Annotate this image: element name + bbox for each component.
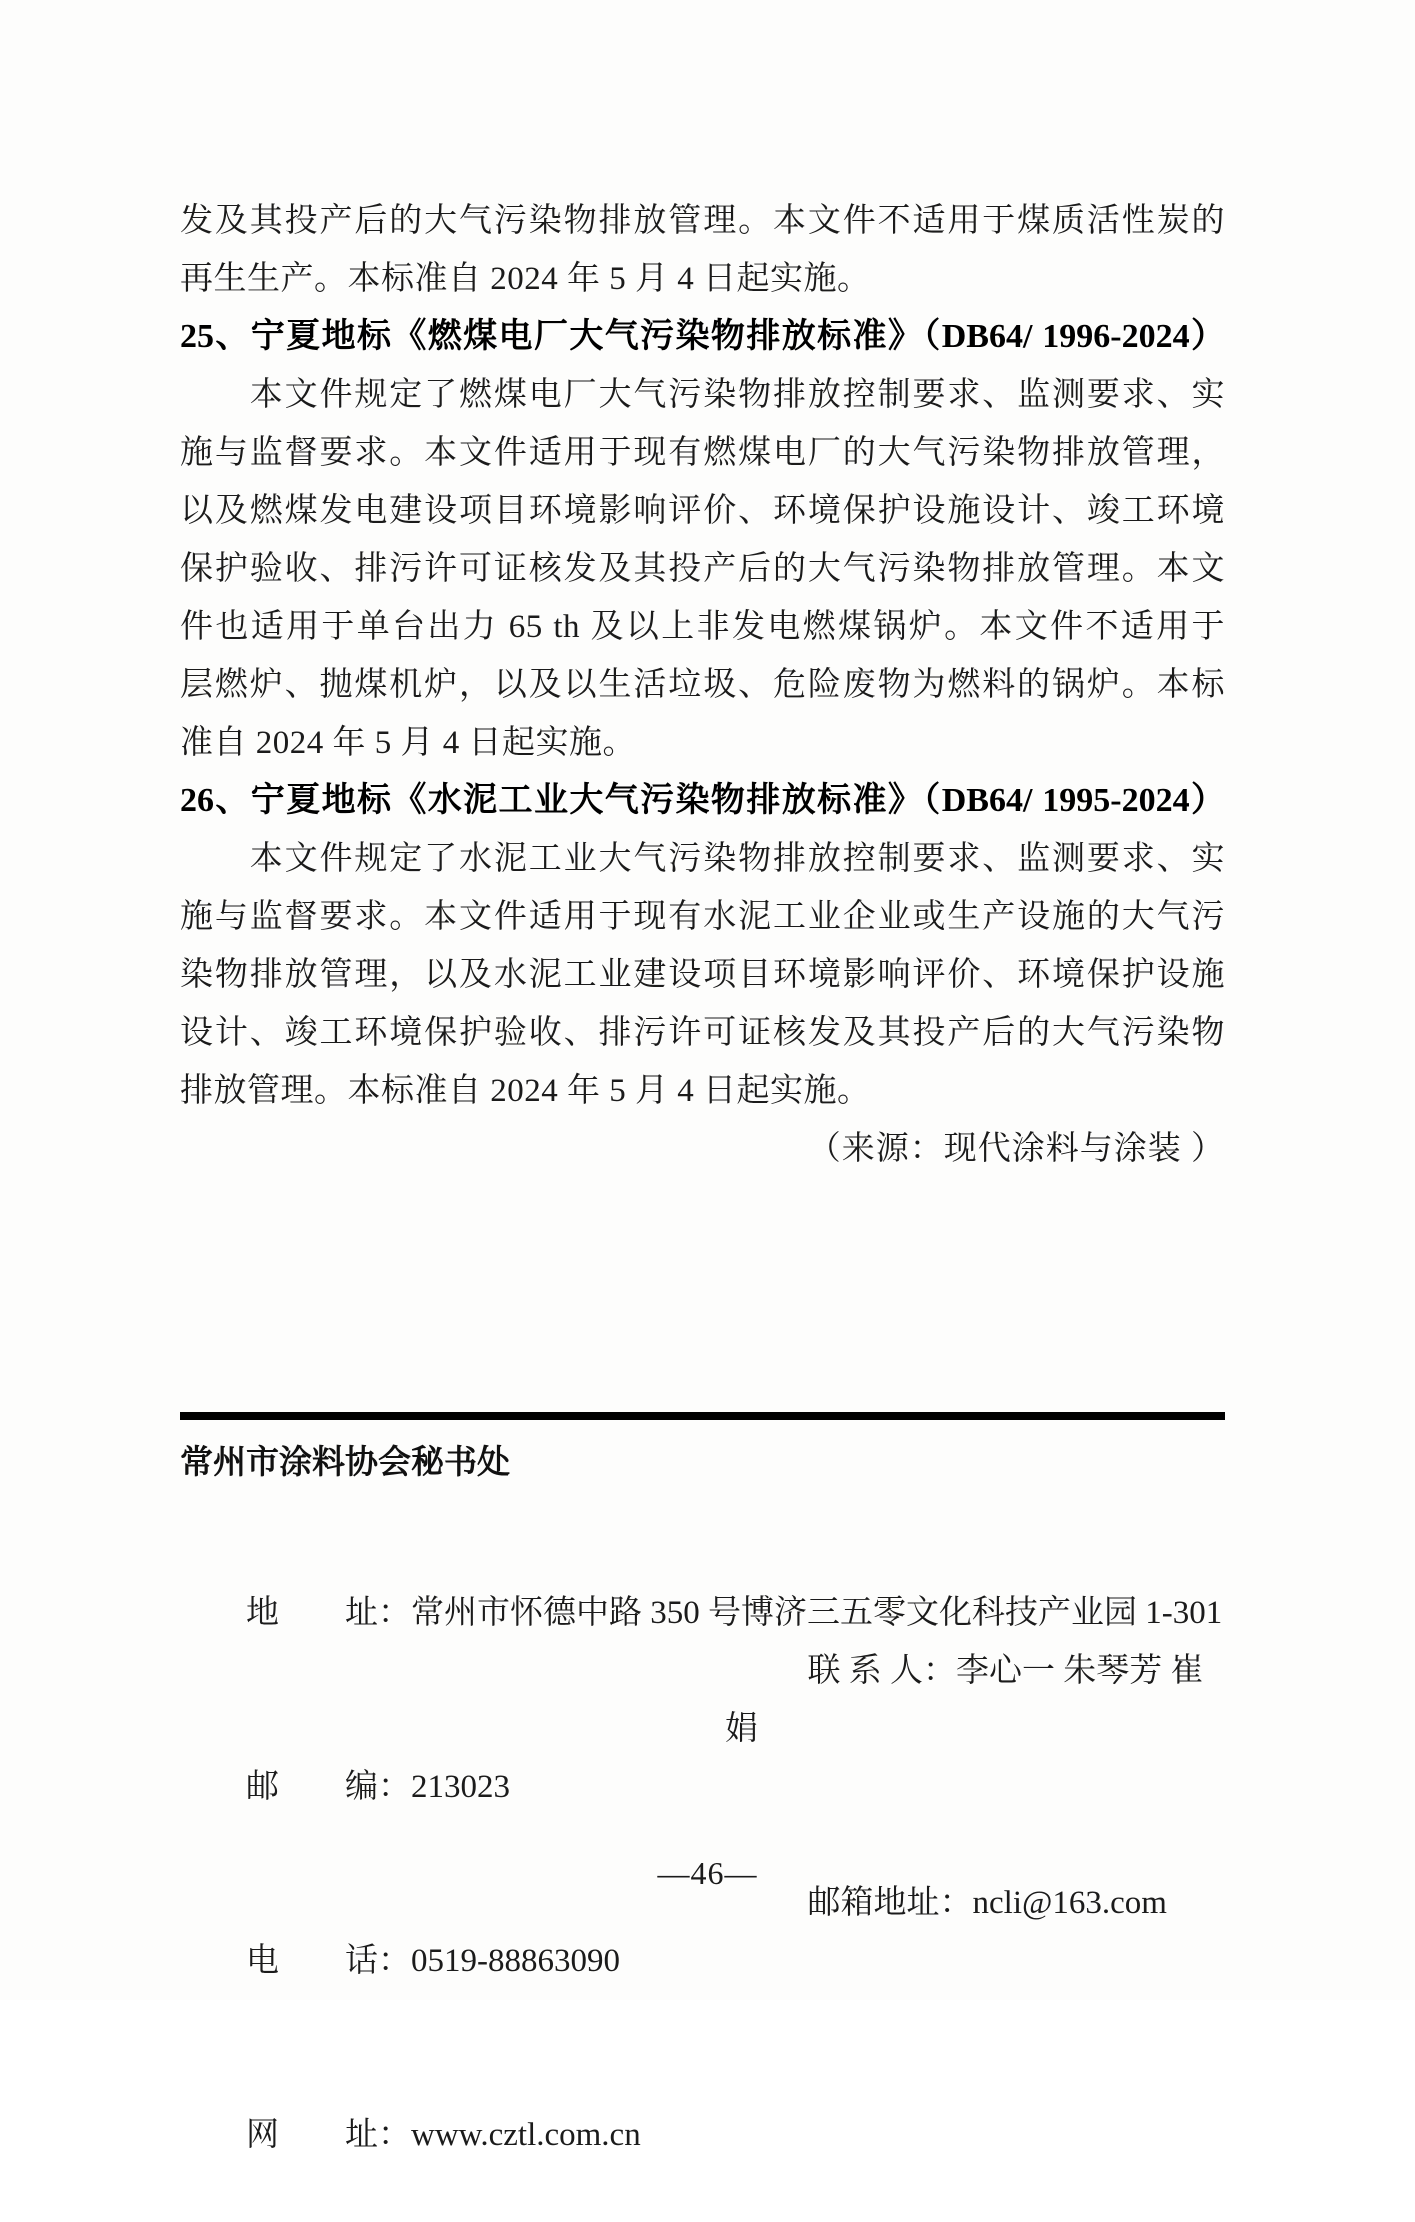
continued-paragraph [180,192,1225,308]
text-line: 本文件规定了燃煤电厂大气污染物排放控制要求、监测要求、实 [180,377,1225,413]
text-line: 本文件规定了水泥工业大气污染物排放控制要求、监测要求、实 [180,841,1225,877]
item-25-heading: 25、宁夏地标《燃煤电厂大气污染物排放标准》（DB64/ 1996-2024） [180,318,1225,355]
footer-org-name: 常州市涂料协会秘书处 [180,1443,510,1480]
text-line: 层燃炉、抛煤机炉，以及以生活垃圾、危险废物为燃料的锅炉。本标 [180,667,1225,703]
text-line: 排放管理。本标准自 2024 年 5 月 4 日起实施。 [180,1073,871,1109]
item-25-paragraph [180,366,1225,772]
email-value: ncli@163.com [972,1885,1167,1921]
item-26-heading: 26、宁夏地标《水泥工业大气污染物排放标准》（DB64/ 1995-2024） [180,782,1225,819]
page-number: —46— [657,1855,758,1891]
page-footer [180,1412,1225,2222]
item-26-paragraph [180,830,1225,1120]
text-line: 发及其投产后的大气污染物排放管理。本文件不适用于煤质活性炭的 [180,203,1225,239]
text-line: 设计、竣工环境保护验收、排污许可证核发及其投产后的大气污染物 [180,1015,1225,1051]
contact-row-website [180,2048,1225,2222]
postcode-value: 213023 [411,1769,510,1805]
postcode-label: 邮 编： [246,1769,411,1805]
address-value: 常州市怀德中路 350 号博济三五零文化科技产业园 1-301 [411,1595,1223,1631]
contact-right-column [725,1584,1225,1990]
text-line: 准自 2024 年 5 月 4 日起实施。 [180,725,636,761]
text-line: 再生生产。本标准自 2024 年 5 月 4 日起实施。 [180,261,871,297]
phone-value: 0519-88863090 [411,1943,620,1979]
text-line: 施与监督要求。本文件适用于现有水泥工业企业或生产设施的大气污 [180,899,1225,935]
address-label: 地 址： [246,1595,411,1631]
contact-row-email [725,1816,1225,1990]
source-attribution: （来源：现代涂料与涂装 ） [807,1131,1225,1167]
text-line: 保护验收、排污许可证核发及其投产后的大气污染物排放管理。本文 [180,551,1225,587]
person-value: 李心一 朱琴芳 崔娟 [725,1653,1204,1747]
person-label: 联 系 人： [807,1653,956,1689]
footer-divider [180,1412,1225,1420]
email-label: 邮箱地址： [807,1885,973,1921]
text-line: 施与监督要求。本文件适用于现有燃煤电厂的大气污染物排放管理， [180,435,1225,471]
phone-label: 电 话： [246,1943,411,1979]
text-line: 以及燃煤发电建设项目环境影响评价、环境保护设施设计、竣工环境 [180,493,1225,529]
text-line: 件也适用于单台出力 65 th 及以上非发电燃煤锅炉。本文件不适用于 [180,609,1225,645]
website-value: www.cztl.com.cn [411,2117,641,2153]
website-label: 网 址： [246,2117,411,2153]
text-line: 染物排放管理，以及水泥工业建设项目环境影响评价、环境保护设施 [180,957,1225,993]
contact-row-person [725,1584,1225,1816]
